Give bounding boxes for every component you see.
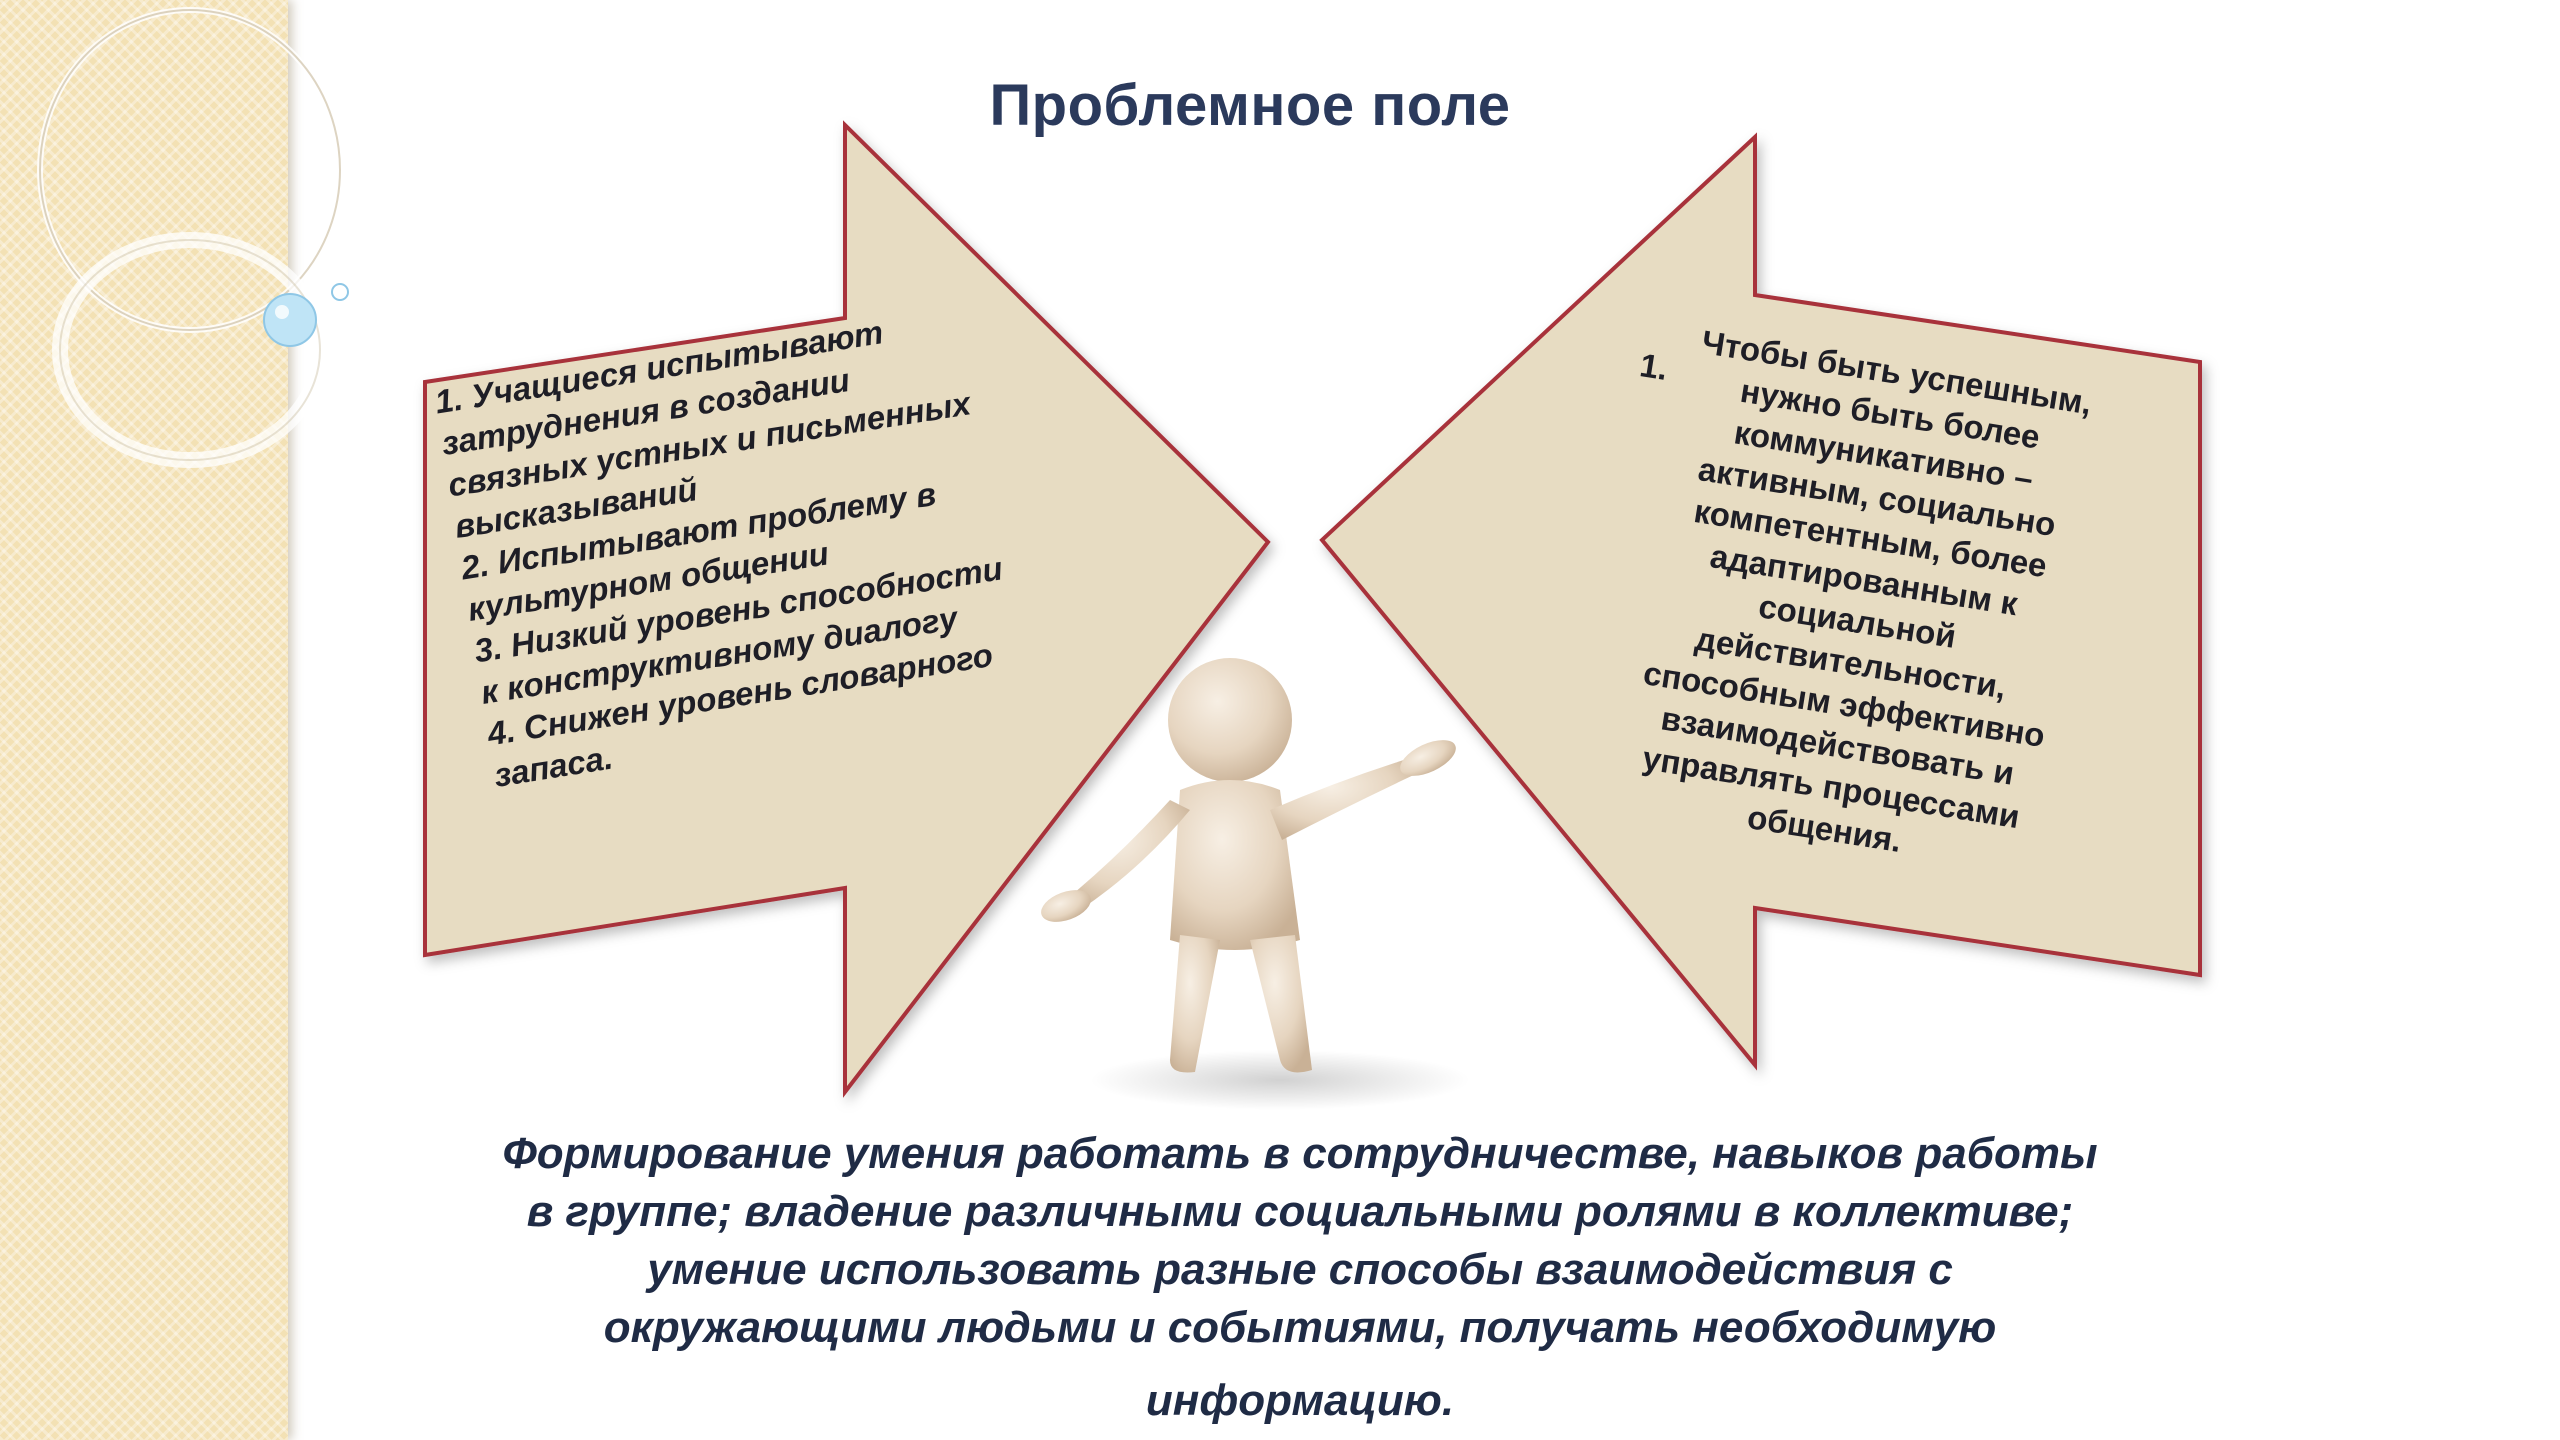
person-figure-icon [1020, 640, 1520, 1120]
bottom-goal-text: Формирование умения работать в сотрудничестве, навыков работы в группе; владение различными социальными ролями в коллективе; умение использовать разные способы взаимодействия с окружающими людьми и событиями, получать необходимую [502, 1129, 2098, 1352]
right-arrow-text: Чтобы быть успешным, нужно быть более коммуникативно – активным, социально компетентным, более адаптированным к социальной действительности, способным эффективно взаимодействовать и управлять процессами общения. [1639, 323, 2095, 859]
slide-title: Проблемное поле [989, 73, 1511, 138]
bottom-goal-text-last-line: информацию. [1145, 1376, 1455, 1425]
right-arrow-number: 1. [1637, 346, 1671, 387]
left-arrow-text: 1. Учащиеся испытывают затруднения в создании связных устных и письменных высказываний 2. Испытывают проблему в культурном общении 3. Низкий уровень способности к конструктивному диалогу 4. Снижен уровень словарного запаса. [432, 313, 1006, 794]
